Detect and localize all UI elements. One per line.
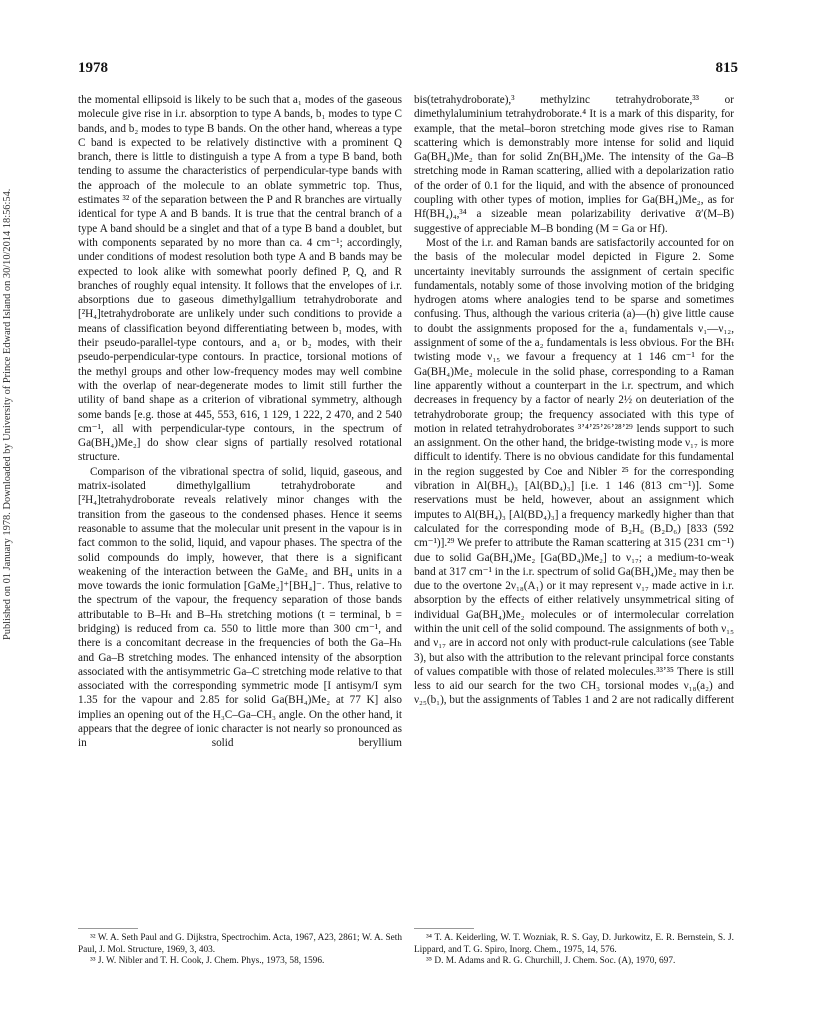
left-paragraph-1: the momental ellipsoid is likely to be such that a₁ modes of the gaseous molecule give rise in i.r. absorption to type A bands, b₁ modes to type C bands, and b₂ modes to type B bands. On the other hand, whereas a type C band is expected to be relatively distinctive with a prominent Q branch, there is little to distinguish a type A from a type B band, both tending to assume the characteristics of perpendicular-type bands with the approach of the molecule to an oblate symmetric top. Thus, estimates ³² of the separation between the P and R branches are virtually identical for type A and B bands. It is true that the central branch of a type A band should be a singlet and that of a type B band a doublet, but with components separated by no more than ca. 4 cm⁻¹; accordingly, under conditions of modest resolution both type A and B bands may be expected to look alike with somewhat poorly defined P, Q, and R branches of roughly equal intensity. It follows that the envelopes of i.r. absorptions due to gaseous dimethylgallium tetrahydroborate and [²H₄]tetrahydroborate are unlikely under such conditions to provide a means of classification beyond differentiating between b₁ modes, with their pseudo-parallel-type contours, and a₁ or b₂ modes, with their pseudo-perpendicular-type contours. In practice, torsional motions of the methyl groups and other low-frequency modes may well combine with the overlap of near-degenerate modes to limit still further the utility of band shape as a criterion of vibrational symmetry, although some bands [e.g. those at 445, 553, 616, 1 129, 1 222, 2 470, and 2 540 cm⁻¹, all with perpendicular-type contours, in the spectrum of Ga(BH₄)Me₂] do show clear signs of partially resolved rotational structure. xyxy=(78,94,402,464)
footnote-32: ³² W. A. Seth Paul and G. Dijkstra, Spectrochim. Acta, 1967, A23, 2861; W. A. Seth Paul, J. Mol. Structure, 1969, 3, 403. xyxy=(78,933,402,955)
running-header xyxy=(78,60,738,80)
right-paragraph-2: Most of the i.r. and Raman bands are satisfactorily accounted for on the basis of the molecular model depicted in Figure 2. Some uncertainty inevitably surrounds the assignment of certain specific fundamentals, notably some of those involving motion of the bridging hydrogen atoms where analogies tend to be sparse and sometimes confusing. Thus, although the various criteria (a)—(h) give little cause to doubt the assignments proposed for the a₁ fundamentals ν₁—ν₁₂, assignment of some of the a₂ fundamentals is less obvious. For the BHₜ twisting mode ν₁₅ we favour a frequency at 1 146 cm⁻¹ for the Ga(BH₄)Me₂ molecule in the solid phase, corresponding to a Raman line apparently without a counterpart in the i.r. spectrum, and which decreases in frequency by a factor of nearly 2½ on deuteriation of the tetrahydroborate group; the frequency associated with this type of motion in related tetrahydroborates ³ʼ⁴ʼ²⁵ʼ²⁶ʼ²⁸ʼ²⁹ lends support to such an assignment. On the other hand, the bridge-twisting mode ν₁₇ is more difficult to identify. There is no obvious candidate for this fundamental in the region suggested by Coe and Nibler ²⁵ for the corresponding vibration in Al(BH₄)₃ [Al(BD₄)₃] [i.e. 1 146 (813 cm⁻¹)]. Some reservations must be held, however, about an assignment which imputes to Al(BH₄)₃ [Al(BD₄)₃] a frequency markedly higher than that calculated for the corresponding mode of B₂H₆ (B₂D₆) [833 (592 cm⁻¹)].²⁹ We prefer to attribute the Raman scattering at 315 (231 cm⁻¹) due to solid Ga(BH₄)Me₂ [Ga(BD₄)Me₂] to ν₁₇; a medium-to-weak band at 317 cm⁻¹ in the i.r. spectrum of solid Ga(BH₄)Me₂ may then be due to the overtone 2ν₁₈(A₁) or it may represent ν₁₇ made active in i.r. absorption by the effects of either relatively unsymmetrical siting of individual Ga(BH₄)Me₂ molecules or of intermolecular correlation within the unit cell of the solid compound. The assignments of both ν₁₅ and ν₁₇ are in accord not only with product-rule calculations (see Table 3), but also with the attribution to the relevant principal force constants of values compatible with those of related molecules.³³ʼ³⁵ There is still less to aid our search for the two CH₃ torsional modes ν₁₈(a₂) and ν₂₅(b₁), but the assignments of Tables 1 and 2 are not radically different xyxy=(414,236,734,707)
right-paragraph-1: bis(tetrahydroborate),³ methylzinc tetrahydroborate,³³ or dimethylaluminium tetrahydroborate.⁴ It is a mark of this disparity, for example, that the metal–boron stretching mode gives rise to Raman scattering which is demonstrably more intense for solid and liquid Ga(BH₄)Me₂ than for solid Zn(BH₄)Me. The intensity of the Ga–B stretching mode in Raman scattering, allied with a depolarization ratio of the order of 0.1 for the liquid, and with the absence of pronounced coupling with other types of motion, implies for Ga(BH₄)Me₂, as for Hf(BH₄)₄,³⁴ a sizeable mean polarizability derivative ᾱ′(M–B) suggestive of appreciable M–B bonding (M = Ga or Hf). xyxy=(414,94,734,235)
left-paragraph-2: Comparison of the vibrational spectra of solid, liquid, gaseous, and matrix-isolated dimethylgallium tetrahydroborate and [²H₄]tetrahydroborate reveals relatively minor changes with the transition from the gaseous to the condensed phases. Hence it seems reasonable to assume that the molecular unit present in the vapour is in fact common to the solid, liquid, and vapour phases. The spectra of the solid compounds do imply, however, that there is a significant weakening of the interaction between the GaMe₂ and BH₄ units in a move towards the ionic formulation [GaMe₂]⁺[BH₄]⁻. Thus, relative to the spectrum of the vapour, the frequency separation of those bands attributable to B–Hₜ and B–Hₕ stretching motions (t = terminal, b = bridging) is reduced from ca. 550 to little more than 300 cm⁻¹, and there is a concomitant decrease in the frequencies of both the Ga–Hₕ and Ga–B stretching modes. The enhanced intensity of the absorption associated with the antisymmetric Ga–C stretching mode relative to that associated with the corresponding symmetric mode [I antisym/I sym 1.35 for the vapour and 2.85 for solid Ga(BH₄)Me₂ at 77 K] also implies an opening out of the H₃C–Ga–CH₃ angle. On the other hand, it appears that the degree of ionic character is not nearly so pronounced as in solid beryllium xyxy=(78,465,402,750)
right-column xyxy=(414,93,734,708)
footnote-rule-right xyxy=(414,928,474,929)
page-number: 815 xyxy=(715,60,738,76)
footnotes-left xyxy=(78,933,402,968)
footnote-rule-left xyxy=(78,928,138,929)
footnote-35: ³⁵ D. M. Adams and R. G. Churchill, J. Chem. Soc. (A), 1970, 697. xyxy=(426,956,676,966)
download-notice: Published on 01 January 1978. Downloaded by University of Prince Edward Island on 30/10/2014 18:56:54. xyxy=(2,188,13,640)
journal-year: 1978 xyxy=(78,60,108,76)
footnote-33: ³³ J. W. Nibler and T. H. Cook, J. Chem. Phys., 1973, 58, 1596. xyxy=(90,956,325,966)
footnotes-right xyxy=(414,933,734,968)
left-column xyxy=(78,93,402,751)
footnote-34: ³⁴ T. A. Keiderling, W. T. Wozniak, R. S. Gay, D. Jurkowitz, E. R. Bernstein, S. J. Lippard, and T. G. Spiro, Inorg. Chem., 1975, 14, 576. xyxy=(414,933,734,955)
